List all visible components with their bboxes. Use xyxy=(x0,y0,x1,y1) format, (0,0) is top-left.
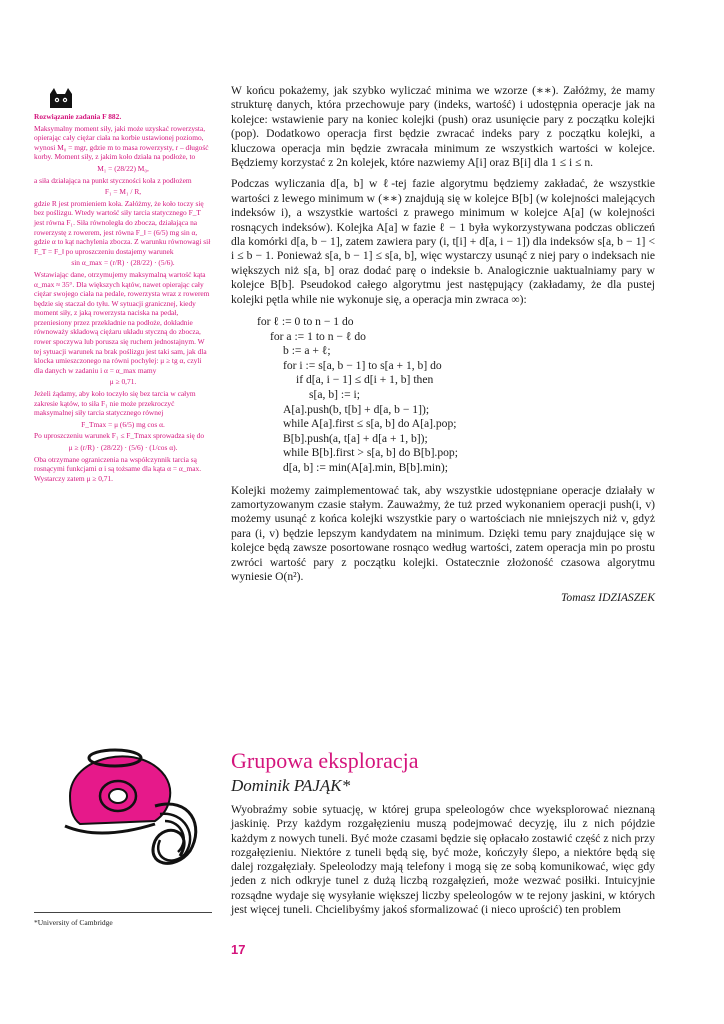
solution-paragraph: gdzie R jest promieniem koła. Załóżmy, że koło toczy się bez poślizgu. Wtedy wartość siły tarcia statycznego F_T jest równa F₁. Siła równoległa do zbocza, działająca na rowerzystę z rowerem, jest równa F_ǁ = (6/5) mg sin α, gdzie α to kąt nachylenia zbocza. Z warunku równowagi sił F_T = F_ǁ po uproszczeniu dostajemy warunek xyxy=(34,198,211,256)
footnote-divider xyxy=(34,912,212,913)
article-title: Grupowa eksploracja xyxy=(231,748,419,773)
pseudocode-line: if d[a, i − 1] ≤ d[i + 1, b] then xyxy=(296,373,434,387)
footnote: *University of Cambridge xyxy=(34,918,113,927)
caver-helmet-illustration xyxy=(60,736,210,876)
pseudocode-line: d[a, b] := min(A[a].min, B[b].min); xyxy=(283,461,448,475)
pseudocode-line: s[a, b] := i; xyxy=(309,388,360,402)
pseudocode-line: for ℓ := 0 to n − 1 do xyxy=(257,315,354,329)
solution-paragraph: Wstawiając dane, otrzymujemy maksymalną wartość kąta α_max ≈ 35°. Dla większych kątów, nawet opierając cały ciężar swojego ciała na pedale, rowerzysta wraz z rowerem będzie się staczał do tyłu. W sytuacji granicznej, kiedy moment siły, z jaką rowerzysta naciska na pedał, przeniesiony przez przekładnie na podłoże, dokładnie równoważy składową ciężaru układu styczną do zbocza, rower spoczywa lub porusza się ruchem jednostajnym. W tej sytuacji warunek na brak poślizgu jest taki sam, jak dla klocka umieszczonego na równi pochyłej: μ ≥ tg α, czyli dla danych w zadaniu i α = α_max mamy xyxy=(34,269,210,375)
pseudocode-line: B[b].push(a, t[a] + d[a + 1, b]); xyxy=(283,431,428,445)
solution-sidebar xyxy=(34,112,212,485)
solution-equation: μ ≥ (r/R) · (28/22) · (5/6) · (1/cos α). xyxy=(68,443,178,452)
pseudocode-line: for i := s[a, b − 1] to s[a + 1, b] do xyxy=(283,358,442,372)
solution-paragraph: Po uproszczeniu warunek F₁ ≤ F_Tmax sprowadza się do xyxy=(34,431,205,441)
body-paragraph: Kolejki możemy zaimplementować tak, aby wszystkie udostępniane operacje działały w zamortyzowanym czasie stałym. Zauważmy, że tuż przed wykonaniem operacji push(i, v) możemy usunąć z końca kolejki wszystkie pary o wartościach nie mniejszych niż v, gdyż para (i, v) będzie lepszym kandydatem na minimum. Dzięki temu pary znajdujące się w kolejce będą zawsze posortowane rosnąco według wartości, zatem operacja min po prostu zwróci wartość pary z początku kolejki. Ostatecznie złożoność czasowa algorytmu wyniesie O(n²). xyxy=(231,483,655,584)
author-signature: Tomasz IDZIASZEK xyxy=(561,591,655,605)
solution-equation: μ ≥ 0,71. xyxy=(109,377,137,387)
solution-equation: F_Tmax = μ (6/5) mg cos α. xyxy=(81,419,165,429)
pseudocode-line: for a := 1 to n − ℓ do xyxy=(270,329,366,343)
body-paragraph: W końcu pokażemy, jak szybko wyliczać minima we wzorze (∗∗). Załóżmy, że mamy strukturę danych, która przechowuje pary (indeks, wartość) i udostępnia operacje jak na kolejce: wstawienie pary na koniec kolejki (push) oraz usunięcie pary z początku kolejki (pop). Dodatkowo operacja first będzie zwracać indeks pary z początku kolejki, a kluczowa operacja min będzie zwracała minimum ze wszystkich wartości w kolejce. Będziemy korzystać z 2n kolejek, które nazwiemy A[i] oraz B[i] dla 1 ≤ i ≤ n. xyxy=(231,84,655,170)
pseudocode-line: while B[b].first > s[a, b] do B[b].pop; xyxy=(283,446,458,460)
solution-heading: Rozwiązanie zadania F 882. xyxy=(34,112,122,121)
page-number: 17 xyxy=(231,942,246,957)
solution-paragraph: Jeżeli żądamy, aby koło toczyło się bez tarcia w całym zakresie kątów, to siła F₁ nie może przekroczyć maksymalnej siły tarcia statycznego równej xyxy=(34,389,196,418)
solution-paragraph: Oba otrzymane ograniczenia na współczynnik tarcia są rosnącymi funkcjami α i są tożsame dla kąta α = α_max. Wystarczy zatem μ ≥ 0,71. xyxy=(34,454,202,483)
solution-paragraph: Maksymalny moment siły, jaki może uzyskać rowerzysta, opierając cały ciężar ciała na korbie ustawionej poziomo, wynosi M₀ = mgr, gdzie m to masa rowerzysty, r – długość korby. Moment siły, z jakim koło działa na podłoże, to xyxy=(34,123,209,162)
pseudocode-line: while A[a].first ≤ s[a, b] do A[a].pop; xyxy=(283,417,457,431)
article-body xyxy=(231,803,655,917)
article-author: Dominik PAJĄK* xyxy=(231,776,351,795)
main-column xyxy=(231,84,655,606)
cat-icon xyxy=(46,86,76,110)
solution-paragraph: a siła działająca na punkt styczności koła z podłożem xyxy=(34,175,192,185)
solution-equation: M₁ = (28/22) M₀, xyxy=(97,163,149,173)
pseudocode-line: A[a].push(b, t[b] + d[a, b − 1]); xyxy=(283,402,430,416)
solution-equation: sin α_max = (r/R) · (28/22) · (5/6). xyxy=(71,258,175,268)
solution-equation: F₁ = M₁ / R, xyxy=(104,187,142,197)
body-paragraph: Wyobraźmy sobie sytuację, w której grupa speleologów chce wyeksplorować nieznaną jaskinię. Przy każdym rozgałęzieniu muszą podejmować decyzję, ilu z nich pójdzie każdym z nowych tuneli. Być może czasami będzie się opłacało zostawić część z nich przy rozgałęzieniu. Niektóre z tuneli będą się, być może, kończyły ślepo, a niektóre będą się dalej rozgałęziały. Speleolodzy mają telefony i mogą się ze sobą komunikować, więc gdy jeden z nich odkryje tunel z dużą liczbą rozgałęzień, może wezwać posiłki. Intuicyjnie rozsądne wydaje się wysyłanie większej liczby speleologów w te rejony jaskini, w których jest więcej tuneli. Chcielibyśmy jakoś sformalizować (i nieco uprościć) ten problem xyxy=(231,803,655,917)
pseudocode-line: b := a + ℓ; xyxy=(283,344,331,358)
body-paragraph: Podczas wyliczania d[a, b] w ℓ-tej fazie algorytmu będziemy zakładać, że wszystkie wartości z lewego minimum w (∗∗) znajdują się w kolejce B[b] (w kolejności malejących indeksów i), a wszystkie wartości z prawego minimum w kolejce A[a] (w kolejności rosnących indeksów). Kolejka A[a] w fazie ℓ − 1 była wykorzystywana podczas obliczeń dla komórki d[a, b − 1], zatem zawiera pary (i, t[i] + d[a, i − 1]) dla indeksów s[a, b − 1] < i ≤ b − 1. Ponieważ s[a, b − 1] ≤ s[a, b], więc wystarczy usunąć z niej pary o indeksach nie większych niż s[a, b] oraz dodać parę o indeksie b. Analogicznie uaktualniamy pary w kolejce B[b]. Pseudokod całego algorytmu jest następujący (zakładamy, że dla pustej kolejki pętla while nie wykonuje się, a operacja min zwraca ∞): xyxy=(231,177,655,306)
pseudocode-block xyxy=(257,315,655,476)
